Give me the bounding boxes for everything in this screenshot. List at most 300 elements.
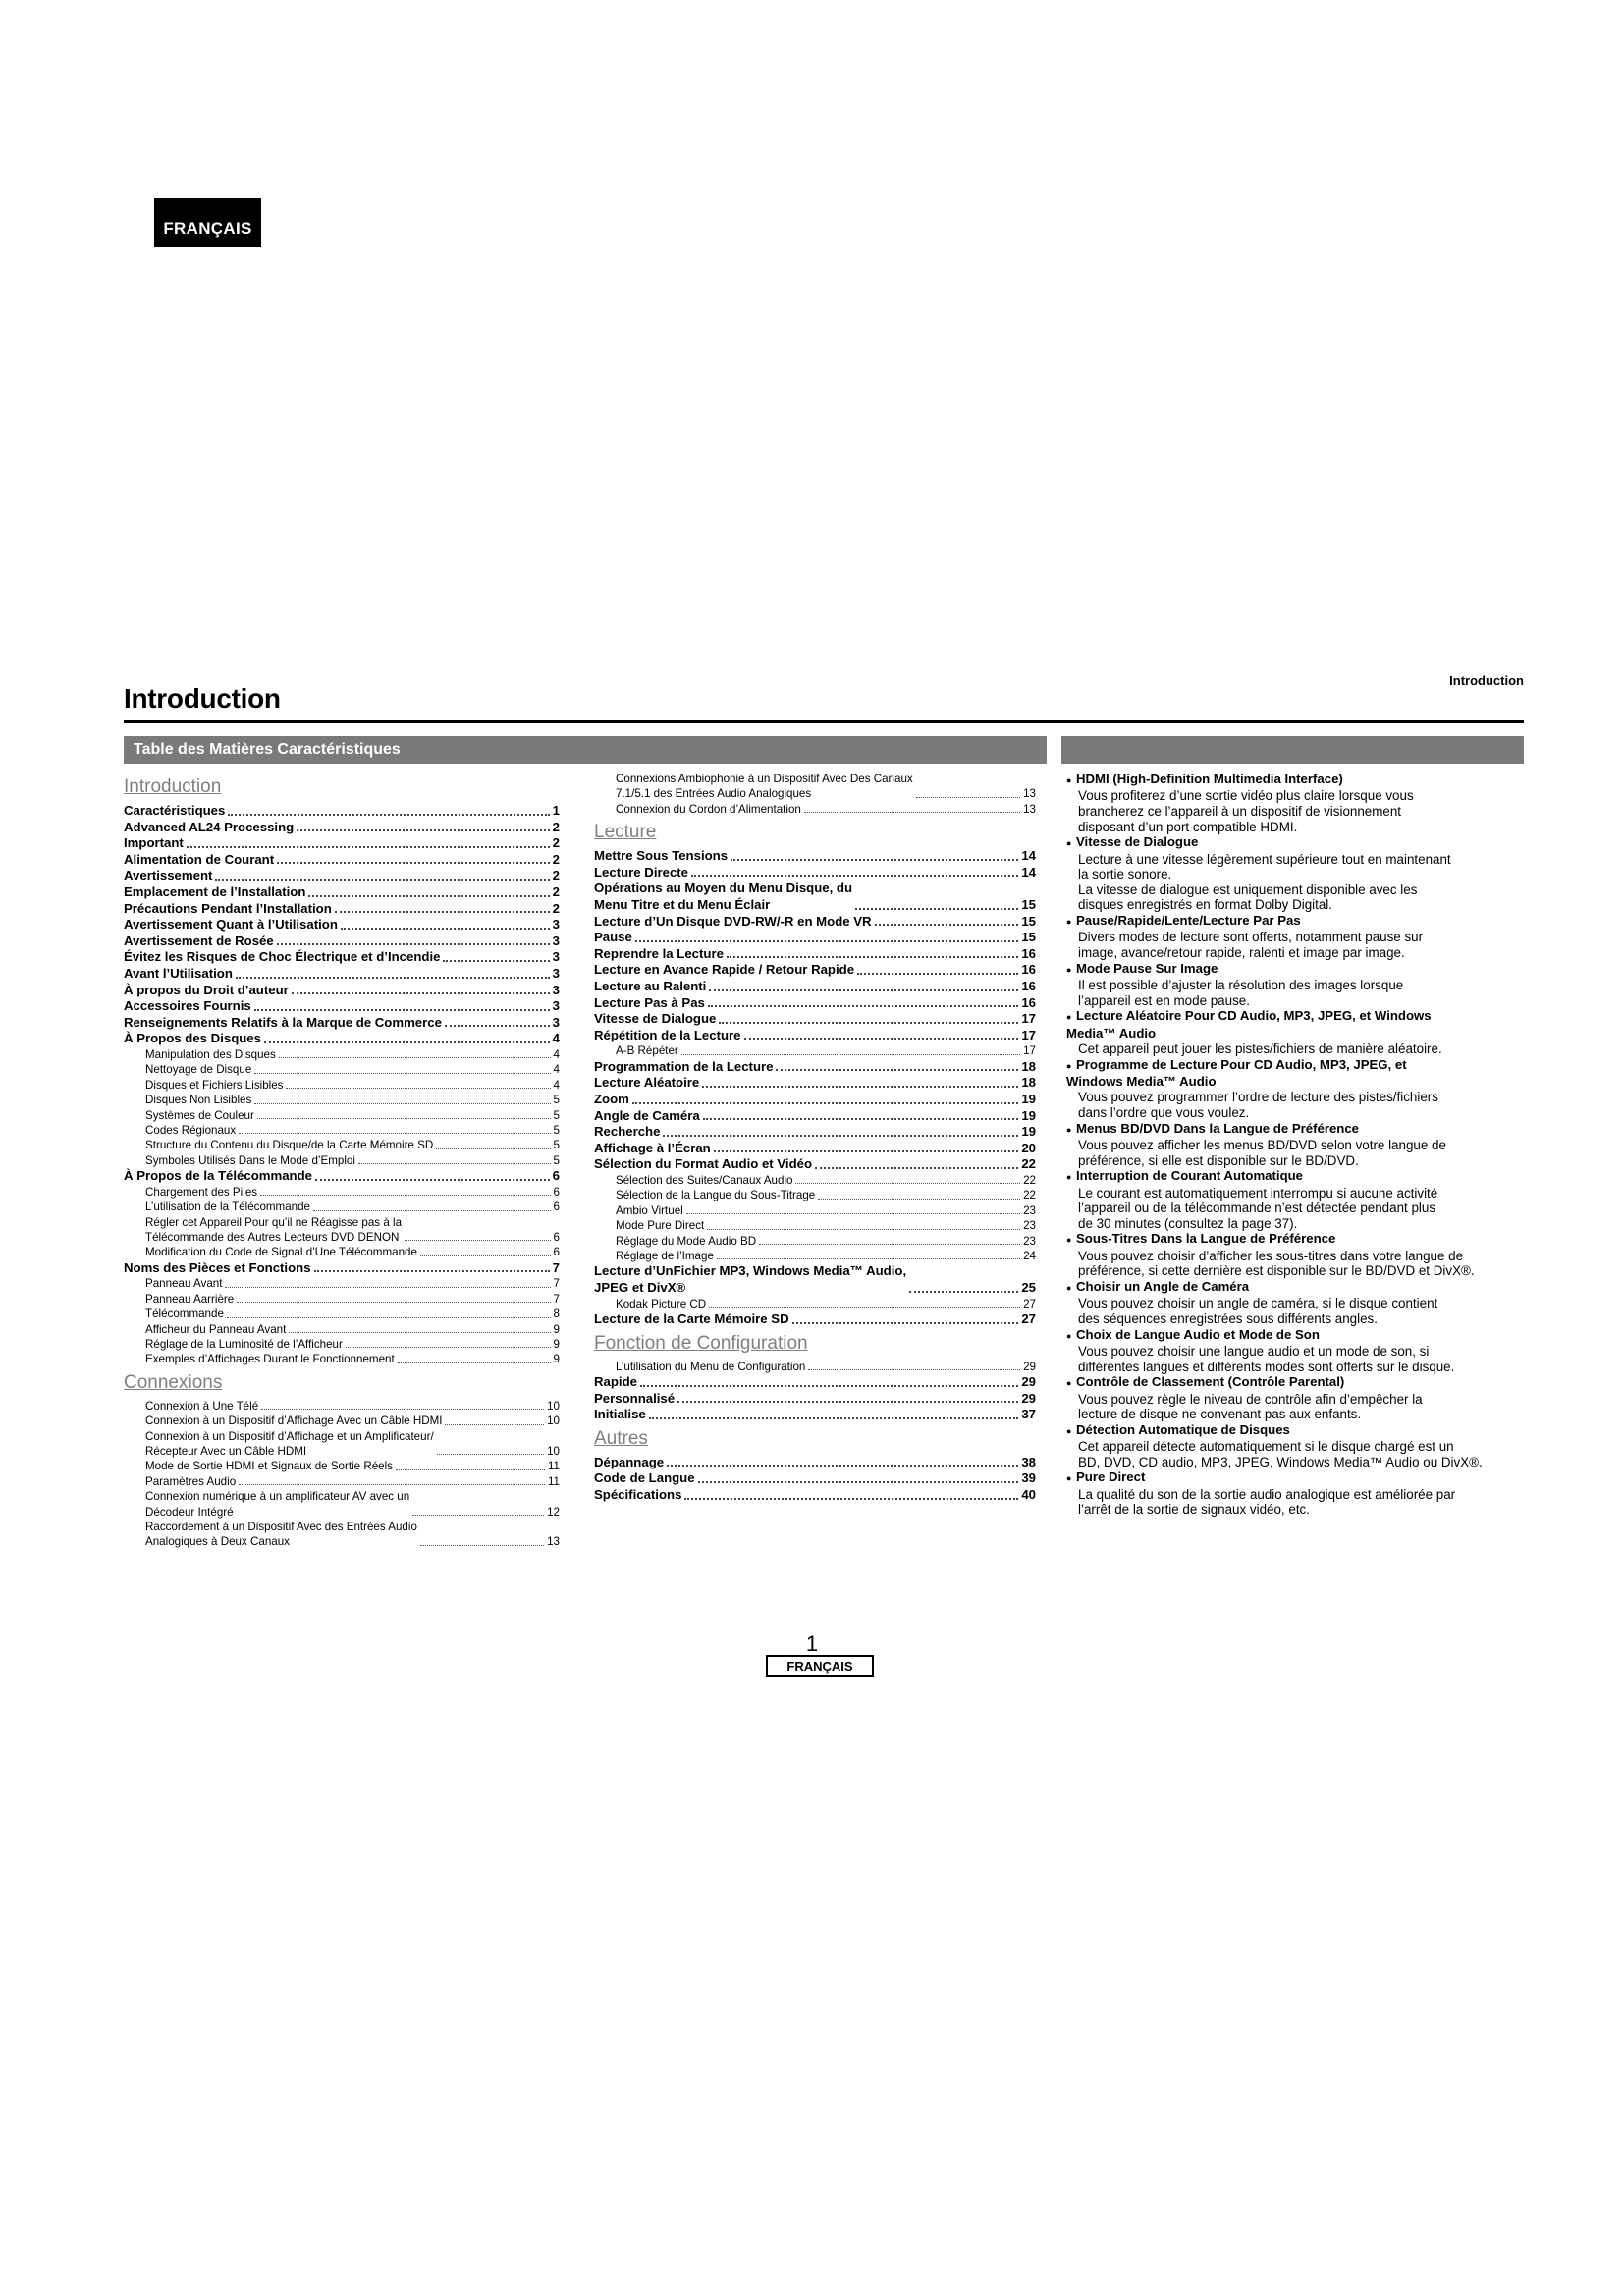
toc-entry-page: 10	[547, 1415, 560, 1428]
feature-item	[1066, 834, 1524, 913]
feature-description: Vous pouvez choisir un angle de caméra, si le disque contient des séquences enregistrées sous différents angles.	[1078, 1296, 1438, 1326]
toc-entry-title: Advanced AL24 Processing	[124, 819, 295, 834]
toc-entry[interactable]	[594, 1407, 1036, 1423]
toc-entry-title: Avertissement de Rosée	[124, 933, 274, 948]
toc-entry[interactable]	[124, 1414, 560, 1428]
feature-title	[1066, 772, 1524, 788]
bullet-icon: ●	[1066, 1012, 1072, 1023]
toc-entry[interactable]	[594, 1059, 1036, 1076]
toc-leader-dots	[261, 1409, 544, 1410]
toc-entry-title: Lecture de la Carte Mémoire SD	[594, 1310, 789, 1326]
toc-entry-page: 9	[553, 1322, 560, 1336]
feature-title	[1066, 1168, 1524, 1185]
toc-leader-dots	[286, 1088, 550, 1089]
toc-entry[interactable]	[594, 881, 1036, 913]
toc-leader-dots	[875, 924, 1019, 926]
toc-leader-dots	[308, 895, 549, 897]
toc-entry-page: 4	[552, 1031, 560, 1046]
bullet-icon: ●	[1066, 838, 1072, 849]
toc-entry-title: Opérations au Moyen du Menu Disque, du Menu Titre et du Menu Éclair	[594, 881, 853, 912]
feature-description: Lecture à une vitesse légèrement supérieure tout en maintenant la sortie sonore. La vitesse de dialogue est uniquement disponible avec les disques enregistrés en format Dolby Digital.	[1078, 851, 1451, 913]
toc-entry[interactable]	[594, 995, 1036, 1012]
toc-entry-title: Sélection de la Langue du Sous-Titrage	[616, 1189, 816, 1202]
toc-leader-dots	[335, 911, 550, 913]
feature-title-text: Lecture Aléatoire Pour CD Audio, MP3, JPEG, et Windows Media™ Audio	[1066, 1008, 1432, 1041]
toc-leader-dots	[436, 1148, 550, 1149]
toc-leader-dots	[254, 1073, 550, 1074]
toc-entry-title: À propos du Droit d’auteur	[124, 982, 289, 997]
toc-entry[interactable]	[124, 1322, 560, 1337]
toc-entry-title: Caractéristiques	[124, 803, 226, 818]
toc-entry[interactable]	[124, 1047, 560, 1062]
toc-leader-dots	[663, 1135, 1018, 1137]
toc-leader-dots	[795, 1183, 1020, 1184]
toc-entry[interactable]	[594, 1173, 1036, 1188]
toc-entry[interactable]	[594, 1470, 1036, 1487]
toc-entry[interactable]	[594, 979, 1036, 995]
toc-entry-title: Emplacement de l’Installation	[124, 883, 306, 899]
feature-description: Divers modes de lecture sont offerts, notamment pause sur image, avance/retour rapide, ralenti et image par image.	[1078, 930, 1424, 960]
toc-entry[interactable]	[594, 865, 1036, 881]
feature-title-text: Détection Automatique de Disques	[1076, 1421, 1290, 1437]
toc-entry-title: Affichage à l’Écran	[594, 1140, 711, 1155]
feature-description: La qualité du son de la sortie audio analogique est améliorée par l’arrêt de la sortie de signaux vidéo, etc.	[1078, 1486, 1456, 1518]
toc-entry-page: 5	[553, 1094, 560, 1107]
toc-entry[interactable]	[594, 1311, 1036, 1328]
toc-entry-title: Sélection du Format Audio et Vidéo	[594, 1156, 813, 1172]
toc-entry[interactable]	[124, 803, 560, 820]
toc-entry-title: Important	[124, 835, 184, 851]
toc-leader-dots	[744, 1038, 1019, 1040]
toc-leader-dots	[254, 1103, 550, 1104]
toc-entry[interactable]	[594, 1203, 1036, 1218]
toc-leader-dots	[420, 1545, 544, 1546]
toc-entry-title: Zoom	[594, 1091, 629, 1106]
toc-leader-dots	[727, 956, 1018, 958]
toc-entry[interactable]	[594, 946, 1036, 963]
toc-entry[interactable]	[124, 1292, 560, 1307]
toc-entry-title: Répétition de la Lecture	[594, 1027, 741, 1042]
toc-entry-page: 3	[552, 965, 560, 981]
toc-entry-title: Télécommande	[145, 1308, 224, 1321]
feature-description: Le courant est automatiquement interrompu si aucune activité l’appareil ou de la télécommande n’est détectée pendant plus de 30 minutes (consultez la page 37).	[1078, 1185, 1438, 1231]
toc-entry-page: 6	[553, 1201, 560, 1214]
running-header: Introduction	[1449, 673, 1524, 688]
feature-title	[1066, 1121, 1524, 1138]
toc-entry-page: 3	[552, 1014, 560, 1030]
toc-entry-title: Avant l’Utilisation	[124, 965, 233, 981]
toc-entry[interactable]	[124, 901, 560, 918]
toc-entry-title: Code de Langue	[594, 1470, 695, 1486]
toc-entry[interactable]	[124, 1185, 560, 1200]
toc-entry[interactable]	[124, 1260, 560, 1277]
toc-entry-title: Rapide	[594, 1373, 637, 1389]
bullet-icon: ●	[1066, 1425, 1072, 1436]
toc-entry-page: 20	[1021, 1140, 1036, 1155]
toc-entry-title: Mode de Sortie HDMI et Signaux de Sortie Réels	[145, 1460, 393, 1473]
toc-entry-page: 3	[552, 982, 560, 997]
toc-leader-dots	[215, 879, 549, 881]
toc-entry-title: Avertissement Quant à l’Utilisation	[124, 917, 338, 933]
toc-entry[interactable]	[594, 1156, 1036, 1173]
toc-entry-title: Lecture d’UnFichier MP3, Windows Media™ Audio, JPEG et DivX®	[594, 1263, 907, 1295]
toc-entry-title: Réglage de l’Image	[616, 1249, 714, 1262]
toc-entry-page: 18	[1021, 1058, 1036, 1074]
toc-entry-page: 8	[553, 1308, 560, 1321]
toc-leader-dots	[187, 846, 550, 848]
toc-entry-page: 19	[1021, 1091, 1036, 1106]
toc-leader-dots	[239, 1484, 545, 1485]
toc-leader-dots	[714, 1150, 1019, 1152]
feature-title	[1066, 1231, 1524, 1248]
feature-title-text: Contrôle de Classement (Contrôle Parental)	[1076, 1374, 1345, 1390]
toc-leader-dots	[703, 1118, 1019, 1120]
feature-title	[1066, 1008, 1524, 1041]
toc-entry-title: Précautions Pendant l’Installation	[124, 900, 332, 916]
feature-item	[1066, 1231, 1524, 1279]
footer-language-label: FRANÇAIS	[766, 1655, 874, 1677]
toc-entry-title: Mettre Sous Tensions	[594, 848, 729, 864]
toc-header-title: Table des Matières Caractéristiques	[134, 741, 401, 758]
toc-entry[interactable]	[124, 1215, 560, 1246]
toc-leader-dots	[227, 1317, 551, 1318]
toc-section-heading: Introduction	[124, 776, 222, 797]
toc-entry-page: 13	[547, 1535, 560, 1549]
toc-entry-title: Structure du Contenu du Disque/de la Carte Mémoire SD	[145, 1139, 434, 1152]
bullet-icon: ●	[1066, 916, 1072, 927]
toc-entry-page: 2	[552, 851, 560, 867]
toc-entry-title: Lecture au Ralenti	[594, 978, 707, 993]
toc-entry-page: 4	[553, 1078, 560, 1092]
toc-leader-dots	[346, 1347, 551, 1348]
toc-entry-page: 23	[1023, 1234, 1036, 1248]
toc-leader-dots	[405, 1240, 551, 1241]
toc-leader-dots	[909, 1291, 1018, 1293]
toc-entry-page: 6	[553, 1230, 560, 1244]
toc-entry[interactable]	[124, 1108, 560, 1123]
toc-entry[interactable]	[124, 1031, 560, 1047]
toc-leader-dots	[719, 1022, 1018, 1024]
toc-entry-title: Évitez les Risques de Choc Électrique et d’Incendie	[124, 949, 441, 965]
toc-leader-dots	[635, 940, 1018, 942]
toc-entry[interactable]	[124, 820, 560, 836]
toc-section-heading: Autres	[594, 1427, 648, 1449]
toc-entry[interactable]	[124, 1078, 560, 1093]
toc-entry[interactable]	[594, 1075, 1036, 1092]
toc-entry[interactable]	[594, 930, 1036, 946]
toc-entry[interactable]	[594, 1124, 1036, 1141]
toc-entry-page: 15	[1021, 897, 1036, 912]
toc-section-heading: Fonction de Configuration	[594, 1332, 808, 1354]
toc-entry-page: 16	[1021, 994, 1036, 1010]
toc-entry-title: L’utilisation du Menu de Configuration	[616, 1360, 806, 1373]
toc-leader-dots	[818, 1199, 1020, 1200]
toc-entry[interactable]	[124, 998, 560, 1015]
toc-entry-title: Connexion à un Dispositif d’Affichage Avec un Câble HDMI	[145, 1415, 443, 1428]
toc-entry[interactable]	[124, 1399, 560, 1414]
toc-entry-page: 3	[552, 949, 560, 965]
bullet-icon: ●	[1066, 964, 1072, 975]
toc-entry[interactable]	[594, 1391, 1036, 1408]
toc-leader-dots	[315, 1179, 550, 1181]
toc-column-2	[594, 772, 1036, 1504]
toc-entry-title: Réglage de la Luminosité de l’Afficheur	[145, 1338, 343, 1351]
feature-item	[1066, 1121, 1524, 1169]
toc-entry[interactable]	[594, 1487, 1036, 1504]
toc-entry[interactable]	[594, 802, 1036, 817]
toc-entry[interactable]	[594, 1188, 1036, 1202]
toc-entry[interactable]	[124, 1352, 560, 1366]
toc-entry-title: Avertissement	[124, 868, 213, 883]
toc-entry-page: 13	[1023, 802, 1036, 816]
toc-entry[interactable]	[594, 1092, 1036, 1108]
toc-entry-page: 6	[553, 1246, 560, 1259]
toc-entry-page: 40	[1021, 1486, 1036, 1502]
feature-title-text: HDMI (High-Definition Multimedia Interface)	[1076, 772, 1343, 786]
toc-entry[interactable]	[124, 1138, 560, 1152]
feature-title-text: Choisir un Angle de Caméra	[1076, 1278, 1250, 1294]
toc-entry[interactable]	[124, 1093, 560, 1107]
toc-entry-title: Kodak Picture CD	[616, 1297, 707, 1310]
toc-entry[interactable]	[594, 1263, 1036, 1296]
toc-entry-page: 2	[552, 868, 560, 883]
toc-entry-title: Lecture Aléatoire	[594, 1075, 700, 1091]
toc-entry[interactable]	[124, 1307, 560, 1321]
toc-entry[interactable]	[124, 1474, 560, 1489]
toc-entry[interactable]	[124, 1153, 560, 1168]
toc-leader-dots	[341, 928, 550, 930]
language-badge: FRANÇAIS	[154, 198, 261, 247]
toc-entry-title: Raccordement à un Dispositif Avec des Entrées Audio Analogiques à Deux Canaux	[145, 1521, 417, 1549]
feature-item	[1066, 913, 1524, 961]
toc-entry[interactable]	[124, 1245, 560, 1259]
toc-entry-page: 16	[1021, 962, 1036, 978]
feature-title	[1066, 1374, 1524, 1391]
toc-entry-title: Réglage du Mode Audio BD	[616, 1234, 757, 1248]
title-rule	[124, 720, 1524, 723]
toc-entry-page: 7	[553, 1292, 560, 1306]
toc-entry-title: Panneau Avant	[145, 1277, 223, 1291]
toc-entry-page: 16	[1021, 945, 1036, 961]
toc-entry[interactable]	[124, 917, 560, 934]
toc-entry[interactable]	[124, 1200, 560, 1214]
bullet-icon: ●	[1066, 1124, 1072, 1135]
toc-entry-title: Programmation de la Lecture	[594, 1058, 774, 1074]
toc-leader-dots	[677, 1401, 1018, 1403]
toc-entry-title: Mode Pure Direct	[616, 1219, 705, 1233]
toc-entry-page: 12	[547, 1505, 560, 1519]
toc-leader-dots	[443, 960, 549, 962]
toc-entry-title: Lecture Pas à Pas	[594, 994, 705, 1010]
toc-entry[interactable]	[594, 1141, 1036, 1157]
toc-leader-dots	[237, 1302, 550, 1303]
toc-entry-title: Symboles Utilisés Dans le Mode d’Emploi	[145, 1153, 355, 1167]
toc-entry-title: Modification du Code de Signal d’Une Télécommande	[145, 1246, 417, 1259]
toc-leader-dots	[396, 1469, 545, 1470]
feature-title	[1066, 1422, 1524, 1439]
feature-title-text: Mode Pause Sur Image	[1076, 960, 1218, 976]
toc-entry-title: Dépannage	[594, 1454, 665, 1469]
feature-title-text: Programme de Lecture Pour CD Audio, MP3, JPEG, et Windows Media™ Audio	[1066, 1056, 1407, 1089]
feature-title	[1066, 913, 1524, 930]
toc-leader-dots	[254, 1009, 550, 1011]
toc-entry-title: À Propos de la Télécommande	[124, 1168, 313, 1184]
toc-entry[interactable]	[594, 1108, 1036, 1125]
feature-description: Cet appareil détecte automatiquement si le disque chargé est un BD, DVD, CD audio, MP3, JPEG, Windows Media™ Audio ou DivX®.	[1078, 1439, 1483, 1469]
toc-entry[interactable]	[594, 1234, 1036, 1249]
toc-entry[interactable]	[124, 852, 560, 869]
toc-leader-dots	[239, 1133, 550, 1134]
toc-leader-dots	[445, 1424, 544, 1425]
toc-entry-title: Recherche	[594, 1124, 661, 1140]
toc-entry[interactable]	[594, 1297, 1036, 1311]
toc-entry-page: 27	[1021, 1310, 1036, 1326]
toc-leader-dots	[279, 1057, 551, 1058]
feature-title-text: Interruption de Courant Automatique	[1076, 1168, 1304, 1184]
toc-entry-title: Personnalisé	[594, 1390, 676, 1406]
toc-entry[interactable]	[124, 1276, 560, 1291]
toc-entry[interactable]	[124, 835, 560, 852]
toc-entry[interactable]	[124, 983, 560, 999]
toc-entry-page: 13	[1023, 787, 1036, 801]
toc-leader-dots	[260, 1195, 550, 1196]
page-number: 1	[805, 1631, 819, 1656]
toc-leader-dots	[792, 1322, 1019, 1324]
feature-description: Vous pouvez choisir d’afficher les sous-titres dans votre langue de préférence, si cette dernière est disponible sur le BD/DVD et DivX®.	[1078, 1248, 1475, 1279]
toc-leader-dots	[707, 1229, 1020, 1230]
toc-entry-page: 3	[552, 998, 560, 1014]
toc-leader-dots	[297, 829, 549, 831]
toc-entry-title: Connexion du Cordon d’Alimentation	[616, 802, 801, 816]
toc-entry[interactable]	[124, 1459, 560, 1473]
toc-entry-title: Sélection des Suites/Canaux Audio	[616, 1173, 793, 1187]
feature-description: Vous pouvez afficher les menus BD/DVD selon votre langue de préférence, si elle est disponible sur le BD/DVD.	[1078, 1137, 1446, 1168]
page-title: Introduction	[124, 683, 281, 714]
toc-entry-title: Connexion numérique à un amplificateur AV avec un Décodeur Intégré	[145, 1490, 410, 1519]
toc-entry-page: 19	[1021, 1107, 1036, 1123]
toc-entry[interactable]	[594, 1043, 1036, 1058]
feature-item	[1066, 1422, 1524, 1470]
toc-entry[interactable]	[124, 1168, 560, 1185]
toc-entry[interactable]	[124, 1489, 560, 1520]
toc-entry[interactable]	[594, 1374, 1036, 1391]
toc-entry-page: 39	[1021, 1470, 1036, 1486]
toc-entry[interactable]	[124, 1123, 560, 1138]
toc-entry-title: Exemples d’Affichages Durant le Fonctionnement	[145, 1353, 395, 1366]
feature-title-text: Menus BD/DVD Dans la Langue de Préférence	[1076, 1120, 1360, 1136]
toc-entry-title: Nettoyage de Disque	[145, 1063, 252, 1077]
toc-entry-title: Afficheur du Panneau Avant	[145, 1322, 287, 1336]
toc-entry-title: Lecture en Avance Rapide / Retour Rapide	[594, 962, 855, 978]
toc-entry-page: 23	[1023, 1203, 1036, 1217]
feature-description: Vous pouvez choisir une langue audio et un mode de son, si différentes langues et différents modes sont offerts sur le disque.	[1078, 1343, 1455, 1374]
toc-entry[interactable]	[124, 1337, 560, 1352]
toc-leader-dots	[804, 812, 1020, 813]
toc-entry-title: Systèmes de Couleur	[145, 1108, 254, 1122]
toc-leader-dots	[667, 1465, 1018, 1467]
toc-entry-title: Reprendre la Lecture	[594, 945, 724, 961]
toc-entry[interactable]	[594, 1011, 1036, 1028]
toc-entry[interactable]	[594, 848, 1036, 865]
toc-entry-title: Angle de Caméra	[594, 1107, 700, 1123]
toc-entry-page: 17	[1021, 1011, 1036, 1027]
toc-entry[interactable]	[594, 1249, 1036, 1263]
toc-entry-page: 23	[1023, 1219, 1036, 1233]
toc-entry-page: 19	[1021, 1124, 1036, 1140]
toc-entry-page: 5	[553, 1139, 560, 1152]
toc-leader-dots	[257, 1118, 551, 1119]
toc-entry[interactable]	[124, 966, 560, 983]
toc-leader-dots	[686, 1213, 1020, 1214]
toc-entry-title: Renseignements Relatifs à la Marque de Commerce	[124, 1014, 442, 1030]
toc-entry-page: 6	[552, 1168, 560, 1184]
toc-entry[interactable]	[124, 884, 560, 901]
toc-entry-title: A-B Répéter	[616, 1044, 678, 1058]
toc-entry-page: 29	[1023, 1360, 1036, 1373]
bullet-icon: ●	[1066, 1473, 1072, 1484]
feature-title	[1066, 1279, 1524, 1296]
toc-entry[interactable]	[594, 772, 1036, 802]
toc-entry[interactable]	[594, 1455, 1036, 1471]
toc-entry[interactable]	[124, 1429, 560, 1460]
toc-leader-dots	[717, 1258, 1020, 1259]
toc-leader-dots	[731, 859, 1018, 861]
toc-entry[interactable]	[124, 1520, 560, 1550]
toc-entry-title: Accessoires Fournis	[124, 998, 251, 1014]
toc-entry-page: 25	[1021, 1279, 1036, 1295]
toc-entry-page: 24	[1023, 1249, 1036, 1262]
toc-entry[interactable]	[594, 962, 1036, 979]
feature-title-text: Vitesse de Dialogue	[1076, 834, 1199, 850]
feature-description: Cet appareil peut jouer les pistes/fichiers de manière aléatoire.	[1078, 1041, 1442, 1056]
toc-entry[interactable]	[124, 1062, 560, 1077]
toc-column-1	[124, 772, 560, 1550]
toc-entry-title: Connexion à Une Télé	[145, 1399, 259, 1413]
toc-entry-page: 3	[552, 933, 560, 948]
toc-entry[interactable]	[124, 868, 560, 884]
toc-entry[interactable]	[594, 1360, 1036, 1374]
bullet-icon: ●	[1066, 1060, 1072, 1071]
toc-entry-title: Paramètres Audio	[145, 1474, 237, 1488]
toc-entry[interactable]	[124, 934, 560, 950]
toc-leader-dots	[277, 943, 550, 945]
toc-entry[interactable]	[594, 914, 1036, 931]
toc-entry-page: 9	[553, 1353, 560, 1366]
toc-leader-dots	[437, 1454, 544, 1455]
toc-leader-dots	[776, 1069, 1018, 1071]
feature-item	[1066, 1469, 1524, 1518]
toc-entry-title: Panneau Aarrière	[145, 1292, 235, 1306]
toc-header-bar	[124, 736, 1047, 764]
toc-leader-dots	[855, 908, 1018, 910]
toc-entry[interactable]	[594, 1218, 1036, 1233]
toc-entry[interactable]	[124, 949, 560, 966]
bullet-icon: ●	[1066, 775, 1072, 785]
toc-leader-dots	[709, 1307, 1020, 1308]
toc-leader-dots	[314, 1270, 550, 1272]
feature-title-text: Sous-Titres Dans la Langue de Préférence	[1076, 1231, 1336, 1247]
toc-entry[interactable]	[594, 1028, 1036, 1044]
toc-entry-page: 38	[1021, 1454, 1036, 1469]
toc-leader-dots	[358, 1163, 551, 1164]
toc-entry[interactable]	[124, 1015, 560, 1032]
toc-entry-page: 27	[1023, 1297, 1036, 1310]
toc-entry-title: À Propos des Disques	[124, 1031, 261, 1046]
toc-entry-page: 5	[553, 1108, 560, 1122]
toc-entry-title: Ambio Virtuel	[616, 1203, 683, 1217]
toc-entry-page: 14	[1021, 848, 1036, 864]
toc-entry-page: 11	[547, 1460, 560, 1473]
